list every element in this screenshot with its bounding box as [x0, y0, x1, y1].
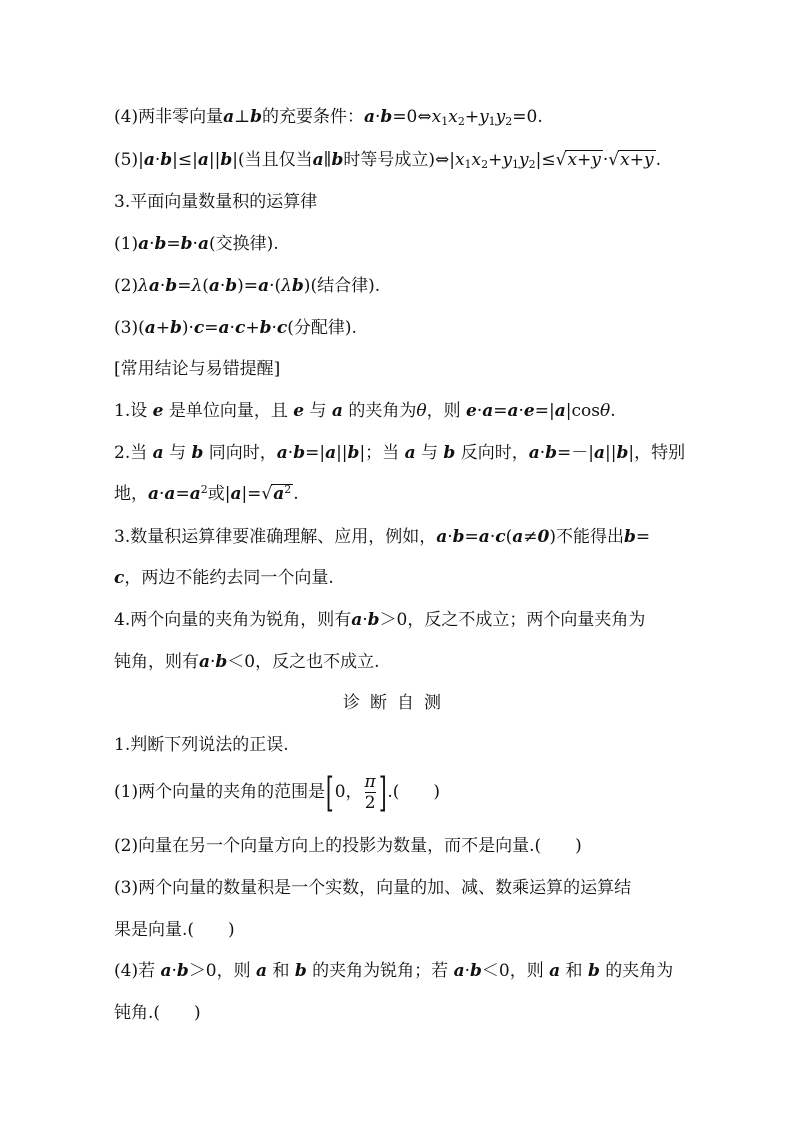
question-1-4-line1: (4)若 a·b＞0，则 a 和 b 的夹角为锐角；若 a·b＜0，则 a 和 b 的夹角为: [114, 961, 674, 981]
question-1: 1.判断下列说法的正误.: [114, 735, 289, 755]
item-5: (5)|a·b|≤|a||b|(当且仅当a∥b时等号成立)$\Leftrightarrow|x_1x_2+y_1y_2|\le√x+y \cdot√x+y$ .: [114, 150, 661, 171]
tip-1: 1.设 e 是单位向量，且 e 与 a 的夹角为θ，则 e·a=a·e=|a|cosθ.: [114, 401, 616, 421]
tip-4-line1: 4.两个向量的夹角为锐角，则有a·b＞0，反之不成立；两个向量夹角为: [114, 610, 646, 630]
pi-over-2: $\frac{\pi}{2}$: [364, 772, 376, 813]
question-1-1: (1)两个向量的夹角的范围是[0， $\frac{\pi}{2}$ ].( ): [114, 769, 440, 816]
tip-4-line2: 钝角，则有a·b＜0，反之也不成立.: [114, 652, 380, 672]
heading-operation-laws: 3.平面向量数量积的运算律: [114, 192, 318, 212]
law-associative: (2)λa·b=λ(a·b)=a·(λb)(结合律).: [114, 276, 381, 296]
heading-tips: [常用结论与易错提醒]: [114, 359, 281, 379]
tip-2-line2: 地，$a\cdot a=a^2$或$|a|=√a^2$ .: [114, 483, 299, 504]
question-1-4-line2: 钝角.( ): [114, 1003, 201, 1023]
section-title: 诊断自测: [343, 693, 451, 713]
item-4: (4)两非零向量a⊥b的充要条件：$a\cdot b=0\Leftrightarrow x_1x_2+y_1y_2=0$.: [114, 107, 543, 128]
question-1-3-line2: 果是向量.( ): [114, 920, 235, 940]
question-1-3-line1: (3)两个向量的数量积是一个实数，向量的加、减、数乘运算的运算结: [114, 878, 632, 898]
tip-3-line2: c，两边不能约去同一个向量.: [114, 568, 334, 588]
law-commutative: (1)a·b=b·a(交换律).: [114, 234, 279, 254]
question-1-2: (2)向量在另一个向量方向上的投影为数量，而不是向量.( ): [114, 836, 582, 856]
tip-3-line1: 3.数量积运算律要准确理解、应用，例如，a·b=a·c(a≠0)不能得出b=: [114, 527, 651, 547]
law-distributive: (3)(a+b)·c=a·c+b·c(分配律).: [114, 318, 357, 338]
tip-2-line1: 2.当 a 与 b 同向时，a·b=|a||b|；当 a 与 b 反向时，a·b=－|a||b|，特别: [114, 443, 686, 463]
